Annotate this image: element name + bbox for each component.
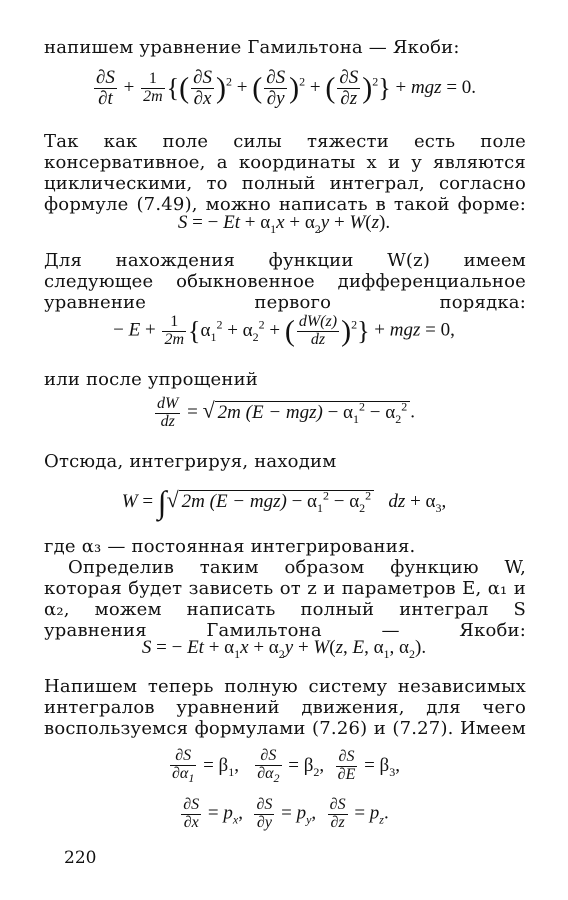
paragraph: Определив таким образом функцию W, которая будет зависеть от z и параметров E, α₁ и α₂, можем написать полный интеграл S уравнения Гамильтона — Якоби: <box>44 557 526 641</box>
text-line: напишем уравнение Гамильтона — Якоби: <box>44 37 460 58</box>
equation-full-integral-form: S = − $Et + \alpha_1x + \alpha_2y + W(z)$. <box>177 212 391 236</box>
equation-momentum-system: $\frac{\partial S}{\partial x}$ = $p_x$, $\frac{\partial S}{\partial y}$ = $p_y$, $\frac{\partial S}{\partial z}$ = $p_z$. <box>183 796 389 831</box>
equation-beta-system: $\frac{\partial S}{\partial\alpha_1}$ = $\beta_1$, $\frac{\partial S}{\partial\alpha_2}$ = $\beta_2$, $\frac{\partial S}{\partial E}$ = $\beta_3$, <box>172 747 400 785</box>
paragraph: Напишем теперь полную систему независимых интегралов уравнений движения, для чего воспользуемся формулами (7.26) и (7.27). Имеем <box>44 676 526 739</box>
text-line: или после упрощений <box>44 369 258 390</box>
equation-full-integral: S = − $Et + \alpha_1x + \alpha_2y + W(z$, E, $\alpha_1$, $\alpha_2$). <box>141 637 427 661</box>
equation-dw-dz: $\frac{dW}{dz}$ = √ 2m $(E - mgz) - \alpha_1^2 - \alpha_2^2$ . <box>157 395 415 430</box>
paragraph: Так как поле силы тяжести есть поле консервативное, а координаты x и y являются циклическими, то полный интеграл, согласно формуле (7.49), можно написать в такой форме: <box>44 131 526 215</box>
equation-ode-w: − E + $\frac{1}{2m}$ {$\alpha_1^2 + \alpha_2^2$ + ( $\frac{dW(z)}{dz}$ )$^2$} + mgz = 0, <box>113 313 455 348</box>
equation-hamilton-jacobi: $\frac{\partial S}{\partial t}$ + $\frac{1}{2m}$ {( $\frac{\partial S}{\partial x}$ )$^2$ + ( $\frac{\partial S}{\partial y}$ )$^2$ + ( $\frac{\partial S}{\partial z}$ )$^2$} + mgz = 0. <box>95 67 477 109</box>
text-line: Отсюда, интегрируя, находим <box>44 451 337 472</box>
paragraph: Для нахождения функции W(z) имеем следующее обыкновенное дифференциальное уравнение первого порядка: <box>44 250 526 313</box>
text-line: где α₃ — постоянная интегрирования. <box>44 536 416 557</box>
page-number: 220 <box>64 848 97 868</box>
equation-w-integral: W = ∫√ 2m $(E - mgz) - \alpha_1^2 - \alpha_2^2$ dz + $\alpha_3$, <box>121 484 447 520</box>
